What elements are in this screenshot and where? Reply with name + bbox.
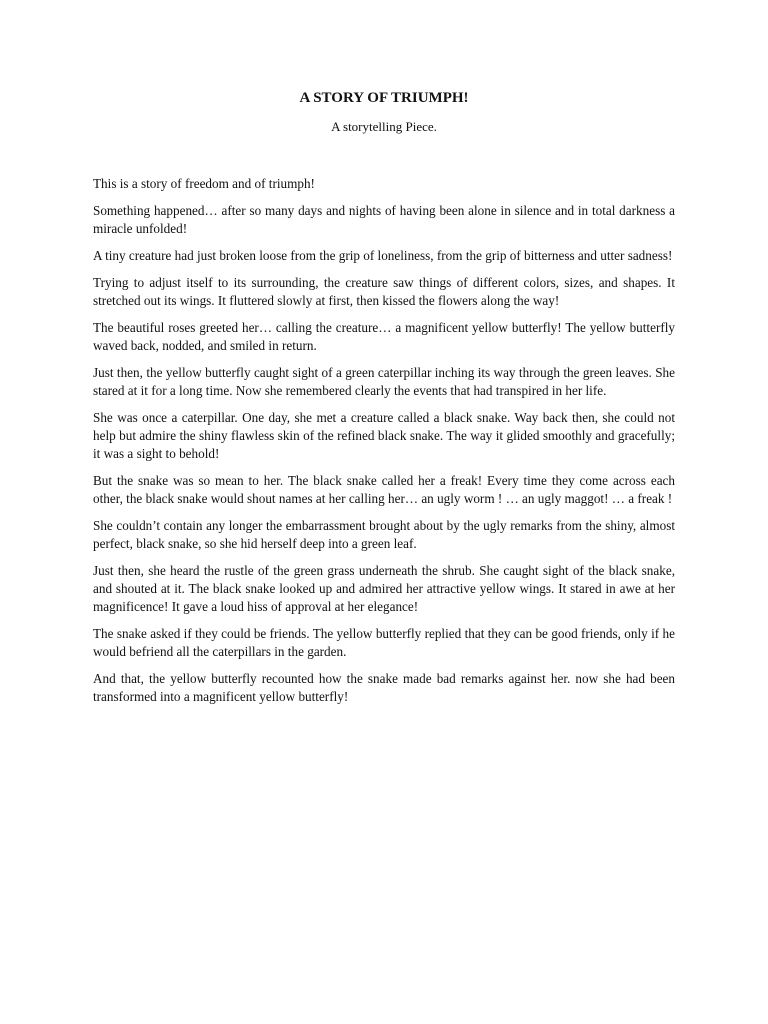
paragraph: But the snake was so mean to her. The black snake called her a freak! Every time they come across each other, the black snake would shout names at her calling her… an ugly worm ! … an ugly maggot! … a freak ! xyxy=(93,473,675,506)
paragraph: Just then, the yellow butterfly caught sight of a green caterpillar inching its way through the green leaves. She stared at it for a long time. Now she remembered clearly the events that had transpired in her life. xyxy=(93,365,675,398)
paragraph: A tiny creature had just broken loose from the grip of loneliness, from the grip of bitterness and utter sadness! xyxy=(93,248,673,263)
document-body xyxy=(93,175,675,715)
paragraph: She couldn’t contain any longer the embarrassment brought about by the ugly remarks from the shiny, almost perfect, black snake, so she hid herself deep into a green leaf. xyxy=(93,518,675,551)
paragraph: Trying to adjust itself to its surrounding, the creature saw things of different colors, sizes, and shapes. It stretched out its wings. It fluttered slowly at first, then kissed the flowers along the way! xyxy=(93,275,675,308)
paragraph: Something happened… after so many days and nights of having been alone in silence and in total darkness a miracle unfolded! xyxy=(93,203,675,236)
document-subtitle: A storytelling Piece. xyxy=(331,119,437,134)
paragraph: This is a story of freedom and of triumph! xyxy=(93,176,315,191)
document-title: A STORY OF TRIUMPH! xyxy=(299,90,469,106)
paragraph: And that, the yellow butterfly recounted how the snake made bad remarks against her. now she had been transformed into a magnificent yellow butterfly! xyxy=(93,671,675,704)
paragraph: She was once a caterpillar. One day, she met a creature called a black snake. Way back then, she could not help but admire the shiny flawless skin of the refined black snake. The way it glided smoothly and gracefully; it was a sight to behold! xyxy=(93,410,675,461)
paragraph: The snake asked if they could be friends. The yellow butterfly replied that they can be good friends, only if he would befriend all the caterpillars in the garden. xyxy=(93,626,675,659)
paragraph: The beautiful roses greeted her… calling the creature… a magnificent yellow butterfly! The yellow butterfly waved back, nodded, and smiled in return. xyxy=(93,320,675,353)
paragraph: Just then, she heard the rustle of the green grass underneath the shrub. She caught sight of the black snake, and shouted at it. The black snake looked up and admired her attractive yellow wings. It stared in awe at her magnificence! It gave a loud hiss of approval at her elegance! xyxy=(93,563,675,614)
